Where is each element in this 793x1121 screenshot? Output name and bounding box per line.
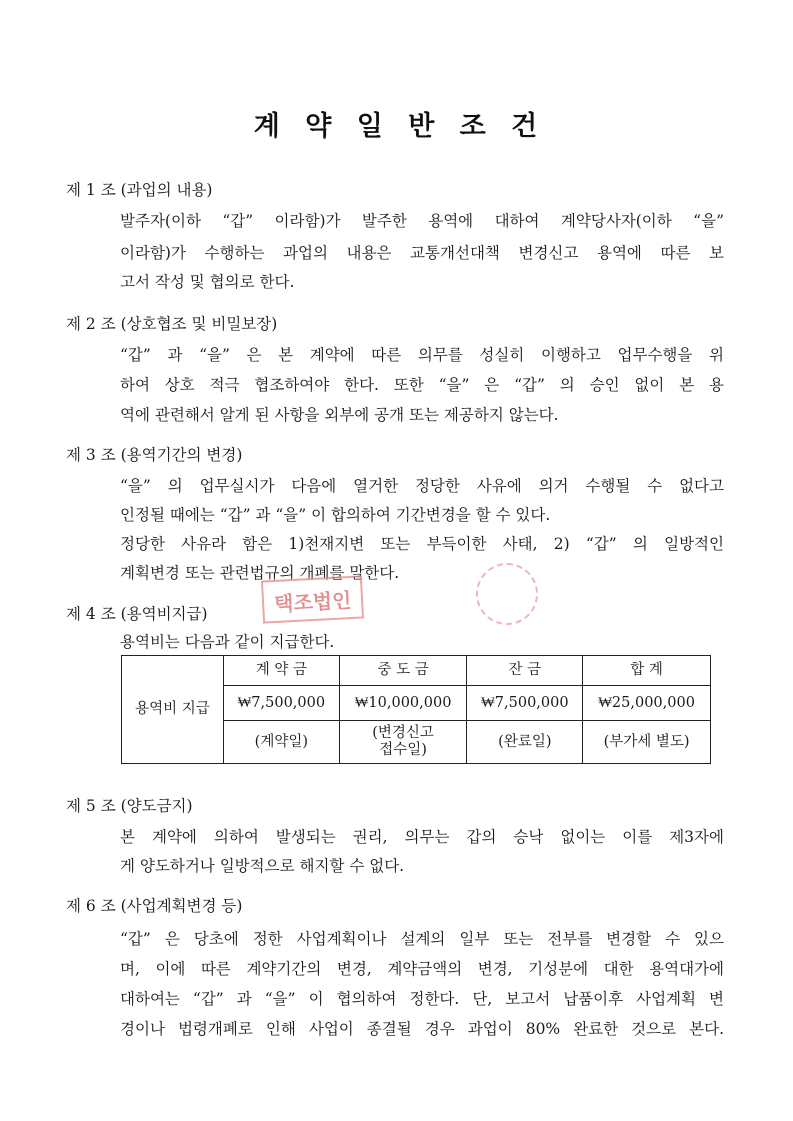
payment-row-label: 용역비 지급 xyxy=(122,656,224,764)
amount-down-payment: ₩7,500,000 xyxy=(224,686,340,721)
note-interim-payment: (변경신고 접수일) xyxy=(339,721,467,764)
article-5-heading: 제 5 조 (양도금지) xyxy=(66,797,193,815)
article-2-line-3: 역에 관련해서 알게 된 사항을 외부에 공개 또는 제공하지 않는다. xyxy=(120,406,559,424)
note-balance: (완료일) xyxy=(467,721,583,764)
article-4-heading: 제 4 조 (용역비지급) xyxy=(66,605,208,623)
article-5-line-1: 본 계약에 의하여 발생되는 권리, 의무는 갑의 승낙 없이는 이를 제3자에 xyxy=(120,828,724,846)
article-1-line-3: 고서 작성 및 협의로 한다. xyxy=(120,273,295,291)
article-6-line-3: 대하여는 “갑” 과 “을” 이 협의하여 정한다. 단, 보고서 납품이후 사업계획 변 xyxy=(120,990,724,1008)
header-balance: 잔 금 xyxy=(467,656,583,686)
article-6-line-4: 경이나 법령개폐로 인해 사업이 종결될 경우 과업이 80% 완료한 것으로 본다. xyxy=(120,1020,724,1038)
note-total: (부가세 별도) xyxy=(583,721,711,764)
article-3-line-4: 계획변경 또는 관련법규의 개폐를 말한다. xyxy=(120,564,400,582)
document-title: 계 약 일 반 조 건 xyxy=(253,111,540,142)
round-seal-stamp xyxy=(476,563,538,625)
amount-total: ₩25,000,000 xyxy=(583,686,711,721)
article-2-heading: 제 2 조 (상호협조 및 비밀보장) xyxy=(66,315,278,333)
article-3-line-3: 정당한 사유라 함은 1)천재지변 또는 부득이한 사태, 2) “갑” 의 일방적인 xyxy=(120,535,724,553)
note-down-payment: (계약일) xyxy=(224,721,340,764)
header-interim-payment: 중 도 금 xyxy=(339,656,467,686)
header-down-payment: 계 약 금 xyxy=(224,656,340,686)
article-3-heading: 제 3 조 (용역기간의 변경) xyxy=(66,446,243,464)
company-seal-stamp: 택조법인 xyxy=(261,575,364,623)
article-1-line-2: 이라함)가 수행하는 과업의 내용은 교통개선대책 변경신고 용역에 따른 보 xyxy=(120,244,724,262)
article-5-line-2: 게 양도하거나 일방적으로 해지할 수 없다. xyxy=(120,857,405,875)
article-1-heading: 제 1 조 (과업의 내용) xyxy=(66,181,213,199)
article-2-line-1: “갑” 과 “을” 은 본 계약에 따른 의무를 성실히 이행하고 업무수행을 위 xyxy=(120,346,724,364)
article-6-heading: 제 6 조 (사업계획변경 등) xyxy=(66,897,243,915)
article-3-line-1: “을” 의 업무실시가 다음에 열거한 정당한 사유에 의거 수행될 수 없다고 xyxy=(120,477,724,495)
article-4-line-1: 용역비는 다음과 같이 지급한다. xyxy=(120,633,335,651)
amount-balance: ₩7,500,000 xyxy=(467,686,583,721)
amount-interim-payment: ₩10,000,000 xyxy=(339,686,467,721)
article-6-line-2: 며, 이에 따른 계약기간의 변경, 계약금액의 변경, 기성분에 대한 용역대가에 xyxy=(120,960,724,978)
article-2-line-2: 하여 상호 적극 협조하여야 한다. 또한 “을” 은 “갑” 의 승인 없이 본 용 xyxy=(120,376,724,394)
article-6-line-1: “갑” 은 당초에 정한 사업계획이나 설계의 일부 또는 전부를 변경할 수 있으 xyxy=(120,930,724,948)
header-total: 합 계 xyxy=(583,656,711,686)
article-1-line-1: 발주자(이하 “갑” 이라함)가 발주한 용역에 대하여 계약당사자(이하 “을” xyxy=(120,212,724,230)
article-3-line-2: 인정될 때에는 “갑” 과 “을” 이 합의하여 기간변경을 할 수 있다. xyxy=(120,506,551,524)
payment-table xyxy=(121,655,711,764)
